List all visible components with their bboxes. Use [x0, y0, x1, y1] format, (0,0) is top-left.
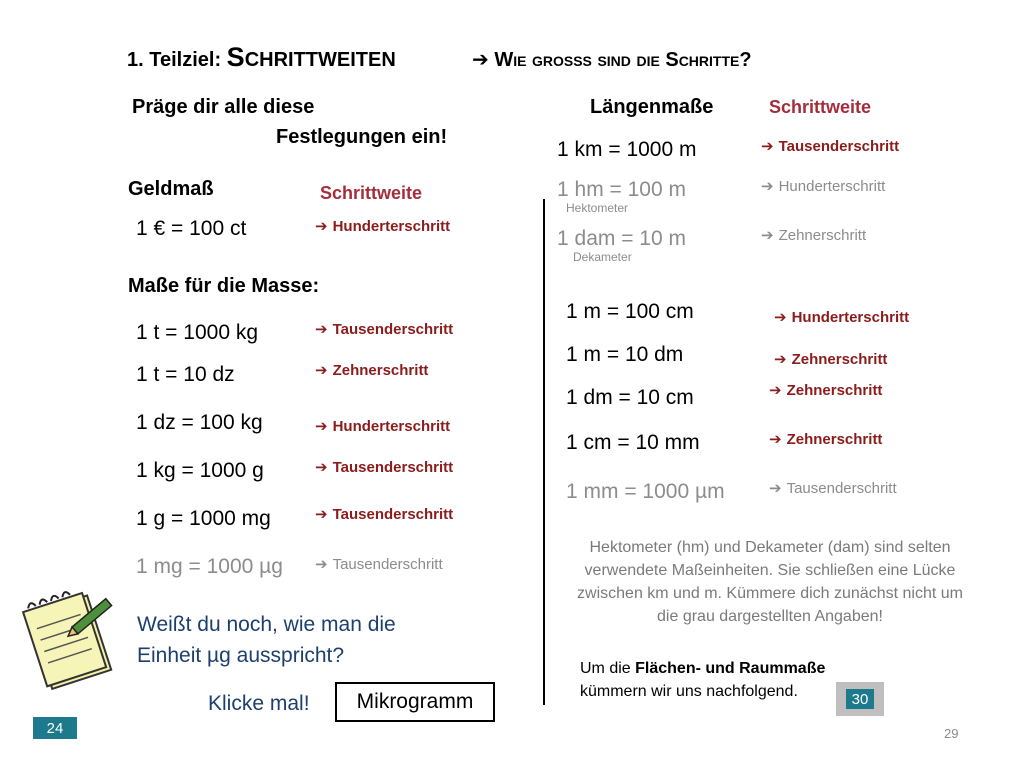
laenge-equation: 1 km = 1000 m	[557, 138, 697, 161]
laenge-equation: 1 m = 10 dm	[566, 343, 684, 366]
right-arrow-icon: ➔	[761, 138, 774, 155]
hektometer-label: Hektometer	[566, 201, 629, 215]
prev-page-button[interactable]: 24	[33, 717, 77, 739]
laenge-step-grey: ➔ Zehnerschritt	[761, 227, 867, 244]
masse-heading: Maße für die Masse:	[128, 275, 320, 297]
geld-heading: Geldmaß	[128, 178, 214, 200]
page-subtitle: ➔ Wie großs sind die Schritte?	[472, 49, 752, 71]
note-line1: Um die Flächen- und Raummaße	[580, 660, 826, 677]
masse-step: ➔ Zehnerschritt	[315, 362, 429, 379]
masse-equation: 1 t = 1000 kg	[136, 321, 259, 344]
right-arrow-icon: ➔	[472, 49, 489, 71]
masse-step: ➔ Tausenderschritt	[315, 506, 454, 523]
notepad-icon	[20, 585, 120, 695]
click-label: Klicke mal!	[208, 692, 310, 715]
vertical-divider	[543, 199, 545, 705]
page-number: 29	[944, 726, 959, 741]
masse-equation: 1 g = 1000 mg	[136, 507, 271, 530]
laenge-equation: 1 dm = 10 cm	[566, 386, 694, 409]
next-page-button[interactable]: 30	[846, 689, 874, 709]
laenge-equation-grey: 1 mm = 1000 µm	[566, 480, 725, 503]
laenge-equation: 1 cm = 10 mm	[566, 431, 700, 454]
right-arrow-icon: ➔	[769, 382, 782, 399]
masse-step: ➔ Hunderterschritt	[315, 418, 451, 435]
laenge-equation-grey: 1 hm = 100 m	[557, 178, 686, 201]
laenge-step: ➔ Hunderterschritt	[774, 309, 910, 326]
masse-equation: 1 dz = 100 kg	[136, 411, 263, 434]
question-line2: Einheit µg ausspricht?	[137, 644, 345, 667]
intro-line2: Festlegungen ein!	[276, 126, 448, 148]
geld-schrittweite: Schrittweite	[320, 183, 423, 203]
right-arrow-icon: ➔	[774, 351, 787, 368]
geld-equation: 1 € = 100 ct	[136, 217, 247, 240]
laenge-equation-grey: 1 dam = 10 m	[557, 227, 686, 250]
laenge-equation: 1 m = 100 cm	[566, 300, 694, 323]
right-arrow-icon: ➔	[315, 506, 328, 523]
geld-step: ➔ Hunderterschritt	[315, 218, 451, 235]
right-arrow-icon: ➔	[761, 178, 774, 195]
answer-button[interactable]: Mikrogramm	[335, 682, 495, 722]
right-arrow-icon: ➔	[315, 556, 328, 573]
right-arrow-icon: ➔	[315, 362, 328, 379]
laenge-step: ➔ Tausenderschritt	[761, 138, 900, 155]
right-arrow-icon: ➔	[315, 459, 328, 476]
right-arrow-icon: ➔	[315, 321, 328, 338]
right-arrow-icon: ➔	[769, 431, 782, 448]
right-arrow-icon: ➔	[774, 309, 787, 326]
right-arrow-icon: ➔	[769, 480, 782, 497]
masse-equation: 1 kg = 1000 g	[136, 459, 264, 482]
dekameter-label: Dekameter	[573, 250, 632, 264]
laenge-heading: Längenmaße	[590, 96, 714, 118]
laenge-schrittweite: Schrittweite	[769, 97, 872, 117]
right-arrow-icon: ➔	[761, 227, 774, 244]
laenge-step: ➔ Zehnerschritt	[774, 351, 888, 368]
masse-step: ➔ Tausenderschritt	[315, 321, 454, 338]
page-title: 1. Teilziel: SCHRITTWEITEN	[127, 42, 396, 72]
right-arrow-icon: ➔	[315, 418, 328, 435]
laenge-step-grey: ➔ Tausenderschritt	[769, 480, 897, 497]
laenge-step: ➔ Zehnerschritt	[769, 382, 883, 399]
note-line2: kümmern wir uns nachfolgend.	[580, 683, 798, 700]
question-line1: Weißt du noch, wie man die	[137, 613, 396, 636]
intro-line1: Präge dir alle diese	[132, 96, 315, 118]
masse-equation-grey: 1 mg = 1000 µg	[136, 555, 283, 578]
masse-step-grey: ➔ Tausenderschritt	[315, 556, 443, 573]
laenge-step-grey: ➔ Hunderterschritt	[761, 178, 886, 195]
masse-step: ➔ Tausenderschritt	[315, 459, 454, 476]
right-arrow-icon: ➔	[315, 218, 328, 235]
next-button-frame[interactable]	[836, 682, 884, 716]
laenge-step: ➔ Zehnerschritt	[769, 431, 883, 448]
masse-equation: 1 t = 10 dz	[136, 363, 235, 386]
info-note: Hektometer (hm) und Dekameter (dam) sind selten verwendete Maßeinheiten. Sie schließen eine Lücke zwischen km und m. Kümmere dich zunächst nicht um die grau dargestellten Angaben!	[577, 539, 963, 625]
